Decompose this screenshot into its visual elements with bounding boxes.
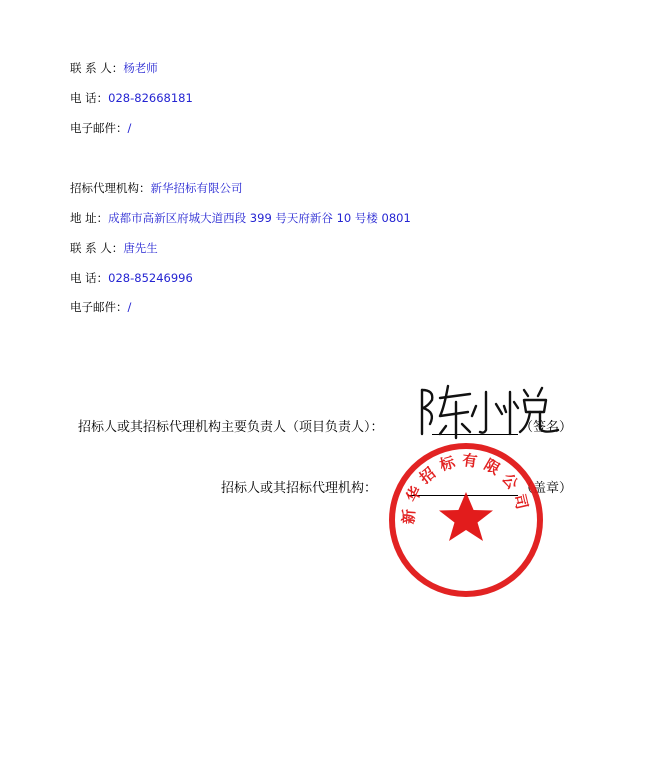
handwritten-signature xyxy=(410,376,573,446)
seal-star-icon xyxy=(439,492,493,541)
agency-email-label: 电子邮件： xyxy=(70,300,128,314)
agency-contact-label: 联 系 人： xyxy=(70,241,124,255)
agency-email-row xyxy=(70,300,131,314)
head-signature-suffix: （签名） xyxy=(520,420,573,435)
tenderer-email-value: / xyxy=(127,121,132,135)
tenderer-contact-label: 联 系 人： xyxy=(70,61,124,75)
tenderer-phone-label: 电 话： xyxy=(70,91,109,105)
tenderer-phone-value: 028-82668181 xyxy=(108,91,193,105)
agency-phone-row xyxy=(70,271,193,285)
official-seal xyxy=(386,440,546,600)
seal-text: 新华招标有限公司 xyxy=(399,450,533,525)
agency-name-row xyxy=(70,181,243,195)
tenderer-email-label: 电子邮件： xyxy=(70,121,128,135)
agency-name-label: 招标代理机构： xyxy=(70,181,151,195)
agency-email-value: / xyxy=(127,300,132,314)
org-seal-suffix: （盖章） xyxy=(520,481,573,496)
agency-address-value: 成都市高新区府城大道西段 399 号天府新谷 10 号楼 0801 xyxy=(108,211,411,225)
agency-phone-value: 028-85246996 xyxy=(108,271,193,285)
agency-contact-row xyxy=(70,241,158,255)
tenderer-contact-value: 杨老师 xyxy=(123,61,158,75)
agency-address-label: 地 址： xyxy=(70,211,109,225)
tenderer-contact-row xyxy=(70,61,158,75)
org-seal-label: 招标人或其招标代理机构： xyxy=(221,481,378,496)
tenderer-phone-row xyxy=(70,91,193,105)
tenderer-email-row xyxy=(70,121,131,135)
agency-address-row xyxy=(70,211,411,225)
agency-phone-label: 电 话： xyxy=(70,271,109,285)
agency-contact-value: 唐先生 xyxy=(123,241,158,255)
head-signature-label: 招标人或其招标代理机构主要负责人（项目负责人）： xyxy=(78,420,384,435)
agency-name-value: 新华招标有限公司 xyxy=(150,181,243,195)
